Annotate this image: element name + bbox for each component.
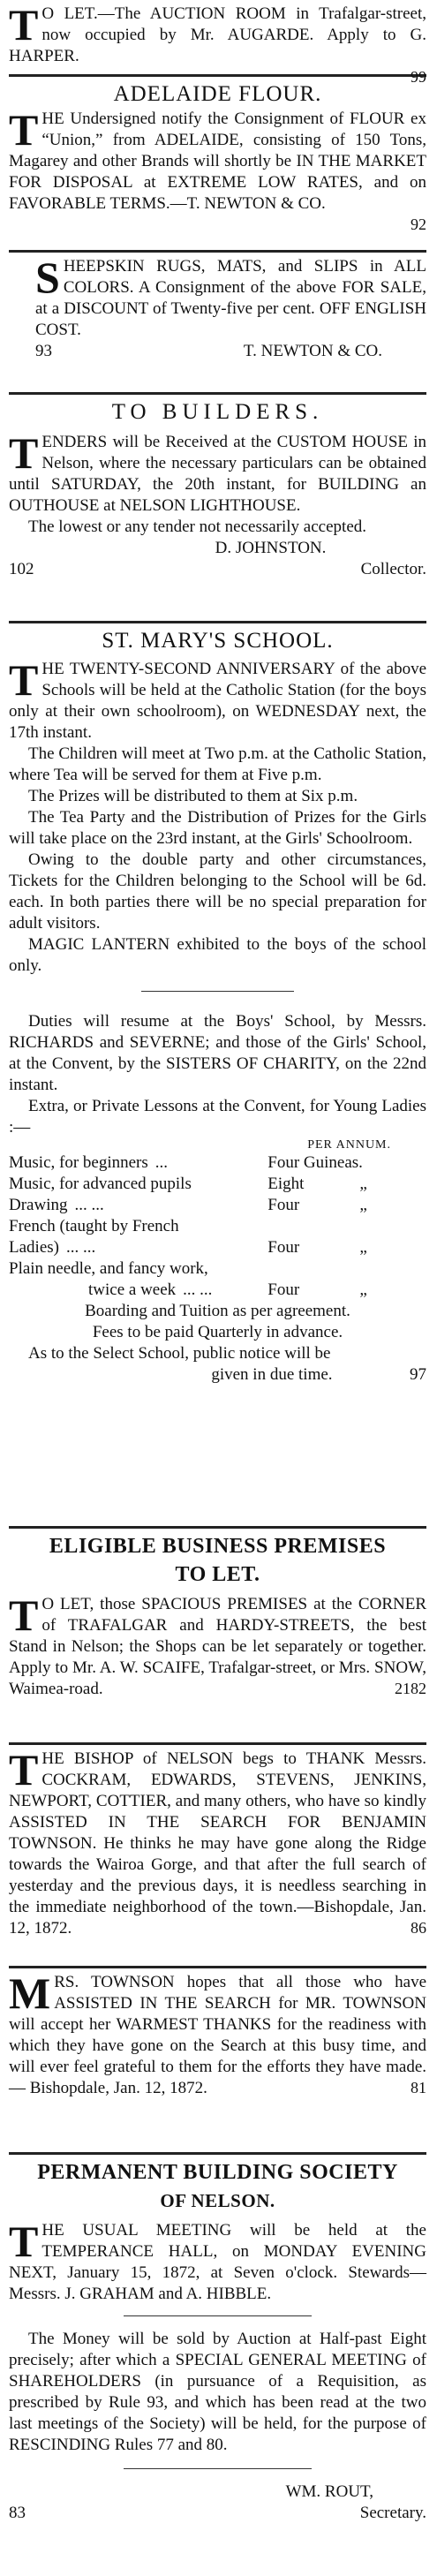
ad-heading: ST. MARY'S SCHOOL. xyxy=(102,629,334,653)
ad-building-society xyxy=(9,2158,426,2576)
divider xyxy=(9,392,426,395)
dropcap: T xyxy=(9,655,39,705)
fee-row xyxy=(9,1195,426,1216)
ad-number: 92 xyxy=(411,215,426,233)
ad-number: 81 xyxy=(411,2079,426,2096)
ad-title: Secretary. xyxy=(359,2504,426,2522)
ad-paragraph: As to the Select School, public notice will be xyxy=(28,1344,331,1363)
ad-text: HE BISHOP of NELSON begs to THANK Messrs. COCKRAM, EDWARDS, STEVENS, JENKINS, NEWPORT, COTTIER, and many others, who have so kindly ASSISTED IN THE SEARCH FOR BENJAMIN TOWNSON. He thinks he may have gone along the Ridge towards the Wairoa Gorge, and that after the full search of yesterday and the previous days, it is needless searching in the immediate neighborhood of the town.—Bishopdale, Jan. 12, 1872. xyxy=(9,1749,426,1938)
ad-business-premises xyxy=(9,1532,426,1737)
fee-item: Ladies) xyxy=(9,1238,59,1257)
ad-bishop-thanks xyxy=(9,1745,426,1960)
ad-text: HE Undersigned notify the Consignment of FLOUR ex “Union,” from ADELAIDE, consisting of 150 Tons, Magarey and other Brands will shortly be IN THE MARKET FOR DISPOSAL at EXTREME LOW RATES, and on FAVORABLE TERMS.—T. NEWTON & CO. xyxy=(9,110,426,213)
ad-auction-room xyxy=(9,0,426,86)
leader-dots: ... ... xyxy=(183,1280,213,1299)
fee-unit xyxy=(359,1216,426,1237)
ad-text: RS. TOWNSON hopes that all those who have ASSISTED IN THE SEARCH for MR. TOWNSON will accept her WARMEST THANKS for the readiness with which they have gone on the Search at this busy time, and will ever feel grateful to them for the efforts they have made.— Bishopdale, Jan. 12, 1872. xyxy=(9,1973,426,2097)
ad-number: 86 xyxy=(411,1919,426,1937)
fees-table xyxy=(9,1152,426,1301)
fee-unit: „ xyxy=(359,1238,367,1257)
divider xyxy=(9,1526,426,1529)
fee-item: Plain needle, and fancy work, xyxy=(9,1259,208,1278)
ad-st-marys-school xyxy=(9,627,426,1521)
ad-text: HE TWENTY-SECOND ANNIVERSARY of the above Schools will be held at the Catholic Station (for the boys only at their own schoolroom), on WEDNESDAY next, the 17th instant. xyxy=(9,660,426,742)
ad-title: Collector. xyxy=(360,560,426,578)
ad-text: HEEPSKIN RUGS, MATS, and SLIPS in ALL COLORS. A Consignment of the above FOR SALE, at a DISCOUNT of Twenty-five per cent. OFF ENGLISH COST. xyxy=(35,257,426,339)
fee-unit xyxy=(359,1258,426,1280)
ad-text: ENDERS will be Received at the CUSTOM HOUSE in Nelson, where the necessary particulars can be obtained until SATURDAY, the 20th instant, for BUILDING an OUTHOUSE at NELSON LIGHTHOUSE. xyxy=(9,433,426,515)
ad-paragraph: Owing to the double party and other circumstances, Tickets for the Children belonging to the School will be 6d. each. In both parties there will be no special preparation for adult visitors. xyxy=(9,850,426,933)
ad-heading: ELIGIBLE BUSINESS PREMISES xyxy=(49,1535,387,1558)
fee-amount xyxy=(267,1216,359,1237)
ad-paragraph: Duties will resume at the Boys' School, by Messrs. RICHARDS and SEVERNE; and those of the Girls' School, at the Convent, by the SISTERS OF CHARITY, on the 22nd instant. xyxy=(9,1012,426,1094)
ad-paragraph: The Prizes will be distributed to them at Six p.m. xyxy=(28,787,358,805)
divider xyxy=(9,2152,426,2155)
ad-paragraph: Extra, or Private Lessons at the Convent, for Young Ladies :— xyxy=(9,1097,426,1137)
fee-unit: „ xyxy=(359,1196,367,1214)
divider xyxy=(9,1742,426,1745)
ad-signature: D. JOHNSTON. xyxy=(215,539,327,557)
leader-dots xyxy=(208,1259,215,1278)
ad-paragraph: The Children will meet at Two p.m. at the Catholic Station, where Tea will be served for them at Five p.m. xyxy=(9,744,426,784)
ad-paragraph: The Tea Party and the Distribution of Prizes for the Girls will take place on the 23rd instant, at the Girls' Schoolroom. xyxy=(9,808,426,848)
fee-row xyxy=(9,1152,426,1174)
ad-mrs-townson-thanks xyxy=(9,1968,426,2147)
ad-heading: PERMANENT BUILDING SOCIETY xyxy=(37,2161,398,2184)
ad-text: given in due time. xyxy=(211,1365,333,1384)
divider xyxy=(9,1966,426,1968)
dropcap: T xyxy=(9,428,39,478)
fee-row xyxy=(9,1216,426,1237)
dropcap: T xyxy=(9,1590,39,1640)
ad-heading: OF NELSON. xyxy=(160,2190,275,2211)
fee-item: Music, for beginners xyxy=(9,1153,148,1172)
fee-row xyxy=(9,1237,426,1258)
ad-text: O LET.—The AUCTION ROOM in Trafalgar-street, now occupied by Mr. AUGARDE. Apply to G. HARPER. xyxy=(9,4,426,65)
fee-item: Drawing xyxy=(9,1196,68,1214)
ad-text: O LET, those SPACIOUS PREMISES at the CORNER of TRAFALGAR and HARDY-STREETS, the best Stand in Nelson; the Shops can be let separately or together. Apply to Mr. A. W. SCAIFE, Trafalgar-street, or Mrs. SNOW, Waimea-road. xyxy=(9,1595,426,1698)
ad-adelaide-flour xyxy=(9,80,426,245)
divider xyxy=(124,2315,312,2316)
per-annum-label: PER ANNUM. xyxy=(307,1138,391,1152)
ad-paragraph: Fees to be paid Quarterly in advance. xyxy=(92,1323,343,1341)
ad-signature: T. NEWTON & CO. xyxy=(243,342,382,360)
ad-number: 102 xyxy=(9,560,34,578)
ad-text: The lowest or any tender not necessarily accepted. xyxy=(28,517,367,536)
fee-amount: Four xyxy=(267,1238,300,1257)
fee-amount: Four xyxy=(267,1280,300,1299)
ad-heading: ADELAIDE FLOUR. xyxy=(113,82,322,106)
fee-item: twice a week xyxy=(88,1280,177,1299)
ad-text: HE USUAL MEETING will be held at the TEMPERANCE HALL, on MONDAY EVENING NEXT, January 15, 1872, at Seven o'clock. Stewards—Messrs. J. GRAHAM and A. HIBBLE. xyxy=(9,2221,426,2303)
leader-dots: ... xyxy=(154,1153,169,1172)
fee-amount: Eight xyxy=(267,1175,305,1193)
ad-heading: TO LET. xyxy=(175,1563,260,1586)
ad-number: 97 xyxy=(410,1365,426,1384)
divider xyxy=(124,2468,312,2469)
ad-sheepskin-rugs xyxy=(9,253,426,387)
leader-dots xyxy=(192,1175,199,1193)
dropcap: T xyxy=(9,105,39,155)
fee-row xyxy=(9,1280,426,1301)
divider xyxy=(141,991,294,992)
ad-number: 99 xyxy=(411,68,426,86)
ad-number: 83 xyxy=(9,2504,26,2522)
fee-amount: Four Guineas. xyxy=(267,1153,363,1172)
ad-number: 93 xyxy=(35,342,52,360)
leader-dots xyxy=(179,1217,186,1235)
ad-paragraph: Boarding and Tuition as per agreement. xyxy=(85,1302,350,1320)
leader-dots: ... ... xyxy=(74,1196,104,1214)
fee-amount xyxy=(267,1258,359,1280)
leader-dots: ... ... xyxy=(65,1238,96,1257)
ad-number: 2182 xyxy=(395,1680,426,1697)
fee-row xyxy=(9,1258,426,1280)
dropcap: M xyxy=(9,1968,51,2018)
ad-to-builders xyxy=(9,398,426,616)
fee-unit: „ xyxy=(359,1175,367,1193)
ad-signature: WM. ROUT, xyxy=(285,2482,373,2501)
fee-item: Music, for advanced pupils xyxy=(9,1175,192,1193)
ad-paragraph: The Money will be sold by Auction at Half-past Eight precisely; after which a SPECIAL GENERAL MEETING of SHAREHOLDERS (in pursuance of a Requisition, as prescribed by Rule 93, and which has been read at the two last meetings of the Society) will be held, for the purpose of RESCINDING Rules 77 and 80. xyxy=(9,2330,426,2454)
dropcap: T xyxy=(9,1745,39,1794)
dropcap: S xyxy=(35,253,60,302)
fee-unit: „ xyxy=(359,1280,367,1299)
dropcap: T xyxy=(9,2217,39,2266)
divider xyxy=(9,250,426,253)
fee-item: French (taught by French xyxy=(9,1217,179,1235)
ad-heading: TO BUILDERS. xyxy=(111,400,324,424)
divider xyxy=(9,621,426,623)
dropcap: T xyxy=(9,0,39,49)
ad-paragraph: MAGIC LANTERN exhibited to the boys of the school only. xyxy=(9,935,426,975)
fee-amount: Four xyxy=(267,1196,300,1214)
fee-row xyxy=(9,1174,426,1195)
